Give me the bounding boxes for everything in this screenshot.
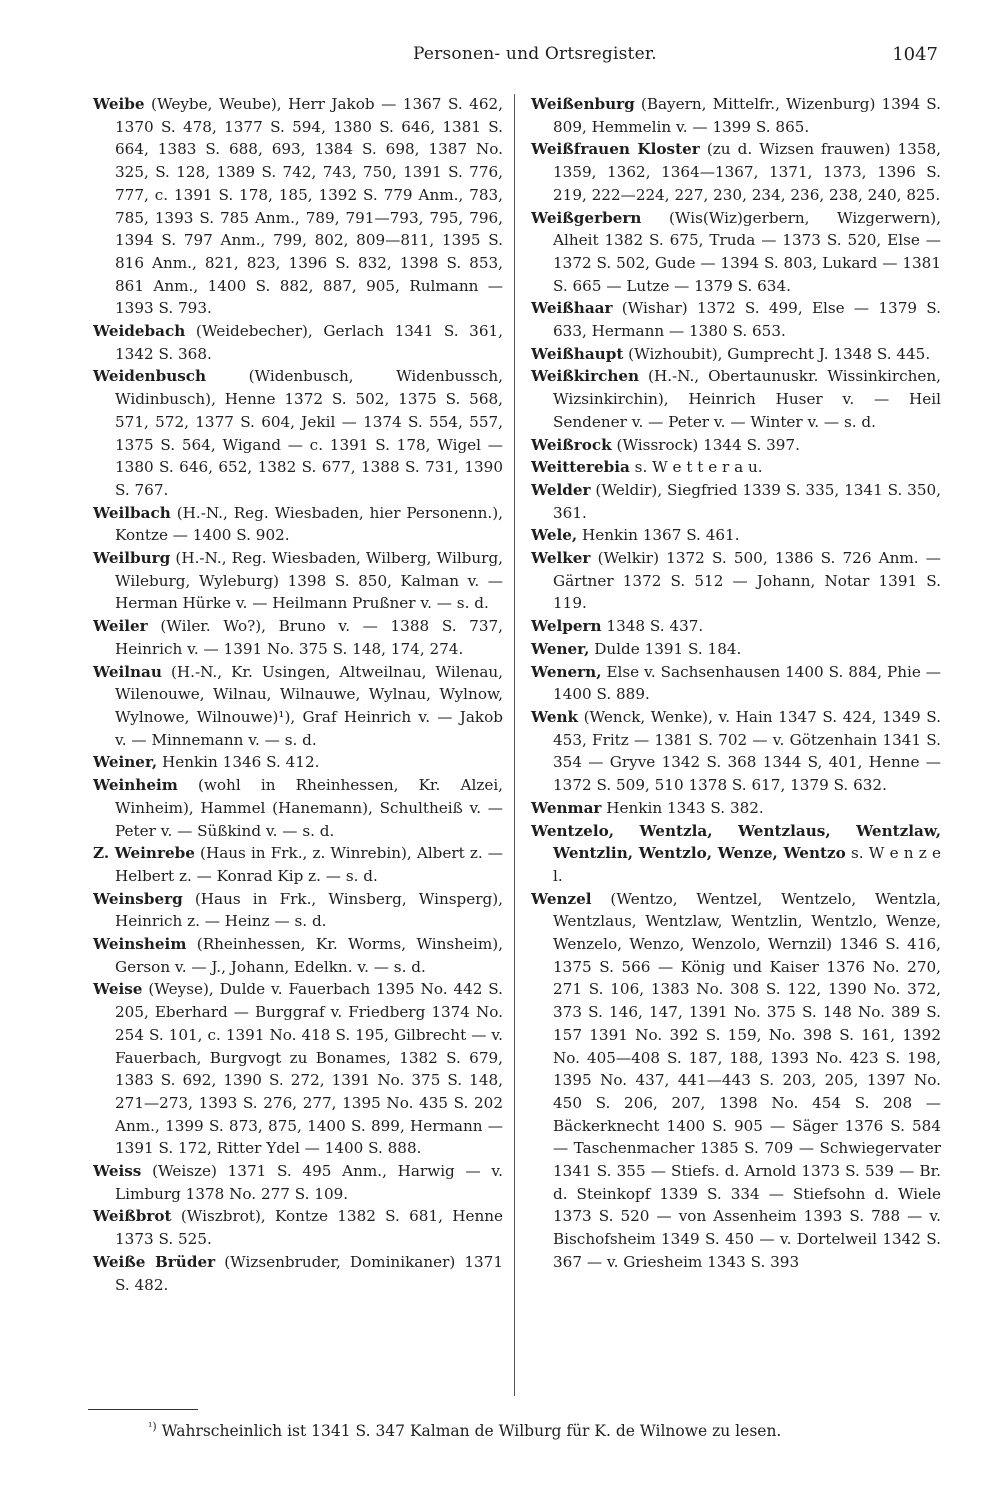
entry-text: (Wis(Wiz)gerbern, Wizgerwern), Alheit 1382 S. 675, Truda — 1373 S. 520, Else — 1372 S. 502, Gude — 1394 S. 803, Lukard — 1381 S. 665 — Lutze — 1379 S. 634. bbox=[553, 208, 941, 295]
index-entry bbox=[531, 93, 941, 138]
index-entry bbox=[93, 842, 503, 887]
index-entry bbox=[531, 547, 941, 615]
entry-text: (H.-N., Reg. Wiesbaden, Wilberg, Wilburg, Wileburg, Wyleburg) 1398 S. 850, Kalman v. — Herman Hürke v. — Heilmann Prußner v. — s. d. bbox=[115, 549, 503, 613]
index-entry bbox=[93, 365, 503, 501]
index-entry bbox=[93, 774, 503, 842]
entry-headword: Z. Weinrebe bbox=[93, 844, 195, 863]
entry-headword: Weißfrauen Kloster bbox=[531, 140, 700, 159]
entry-text: (zu d. Wizsen frauwen) 1358, 1359, 1362, 1364—1367, 1371, 1373, 1396 S. 219, 222—224, 227, 230, 234, 236, 238, 240, 825. bbox=[553, 140, 941, 204]
index-entry bbox=[93, 933, 503, 978]
entry-headword: Weißbrot bbox=[93, 1207, 172, 1226]
entry-headword: Wele, bbox=[531, 526, 578, 545]
index-entry bbox=[531, 638, 941, 661]
entry-headword: Weidenbusch bbox=[93, 367, 207, 386]
entry-headword: Weißgerbern bbox=[531, 208, 642, 227]
entry-text: (Wizsenbruder, Dominikaner) 1371 S. 482. bbox=[115, 1252, 503, 1294]
entry-headword: Welpern bbox=[531, 617, 602, 636]
entry-headword: Weilnau bbox=[93, 662, 162, 681]
entry-text: (Weybe, Weube), Herr Jakob — 1367 S. 462, 1370 S. 478, 1377 S. 594, 1380 S. 646, 1381 S. 664, 1383 S. 688, 693, 1384 S. 698, 1387 No. 325, S. 128, 1389 S. 742, 743, 750, 1391 S. 776, 777, c. 1391 S. 178, 185, 1392 S. 779 Anm., 783, 785, 1393 S. 785 Anm., 789, 791—793, 795, 796, 1394 S. 797 Anm., 799, 802, 809—811, 1395 S. 816 Anm., 821, 823, 1396 S. 832, 1398 S. 853, 861 Anm., 1400 S. 882, 887, 905, Rulmann — 1393 S. 793. bbox=[115, 95, 503, 318]
index-entry bbox=[531, 888, 941, 1274]
index-entry bbox=[531, 297, 941, 342]
footnote-rule bbox=[88, 1409, 198, 1410]
entry-text: (Wentzo, Wentzel, Wentzelo, Wentzla, Wentzlaus, Wentzlaw, Wentzlin, Wentzlo, Wenze, Wenzelo, Wenzo, Wenzolo, Wernzil) 1346 S. 416, 1375 S. 566 — König und Kaiser 1376 No. 270, 271 S. 106, 1383 No. 308 S. 122, 1390 No. 372, 373 S. 146, 147, 1391 No. 375 S. 148 No. 389 S. 157 1391 No. 392 S. 159, No. 398 S. 161, 1392 No. 405—408 S. 187, 188, 1393 No. 423 S. 198, 1395 No. 437, 441—443 S. 203, 205, 1397 No. 450 S. 206, 207, 1398 No. 454 S. 208 — Bäckerknecht 1400 S. 905 — Säger 1376 S. 584 — Taschenmacher 1385 S. 709 — Schwiegervater 1341 S. 355 — Stiefs. d. Arnold 1373 S. 539 — Br. d. Steinkopf 1339 S. 334 — Stiefsohn d. Wiele 1373 S. 520 — von Assenheim 1393 S. 788 — v. Bischofsheim 1349 S. 450 — v. Dortelweil 1342 S. 367 — v. Griesheim 1343 S. 393 bbox=[553, 889, 941, 1271]
entry-text: (H.-N., Reg. Wiesbaden, hier Personenn.), Kontze — 1400 S. 902. bbox=[115, 503, 503, 545]
index-entry bbox=[531, 434, 941, 457]
entry-headword: Weinsheim bbox=[93, 935, 187, 954]
index-entry bbox=[531, 207, 941, 298]
index-entry bbox=[93, 320, 503, 365]
entry-text: (Weldir), Siegfried 1339 S. 335, 1341 S. 350, 361. bbox=[553, 480, 941, 522]
entry-text: (Widenbusch, Widenbussch, Widinbusch), Henne 1372 S. 502, 1375 S. 568, 571, 572, 1377 S. 604, Jekil — 1374 S. 554, 557, 1375 S. 564, Wigand — c. 1391 S. 178, Wigel — 1380 S. 646, 652, 1382 S. 677, 1388 S. 731, 1390 S. 767. bbox=[115, 367, 503, 499]
entry-headword: Wenern, bbox=[531, 662, 602, 681]
entry-text: (H.-N., Obertaunuskr. Wissinkirchen, Wizsinkirchin), Heinrich Huser v. — Heil Sendener v. — Peter v. — Winter v. — s. d. bbox=[553, 367, 941, 431]
index-entry bbox=[531, 706, 941, 797]
entry-headword: Weiße Brüder bbox=[93, 1252, 216, 1271]
index-entry bbox=[531, 479, 941, 524]
entry-headword: Weiner, bbox=[93, 753, 158, 772]
entry-headword: Wenzel bbox=[531, 889, 592, 908]
entry-text: (Weidebecher), Gerlach 1341 S. 361, 1342 S. 368. bbox=[115, 322, 503, 363]
entry-headword: Weiss bbox=[93, 1162, 142, 1181]
index-entry bbox=[93, 502, 503, 547]
column-divider bbox=[514, 94, 515, 1396]
entry-headword: Welker bbox=[531, 549, 591, 568]
entry-headword: Weibe bbox=[93, 95, 145, 113]
entry-text: 1348 S. 437. bbox=[601, 617, 704, 636]
entry-text: (Wishar) 1372 S. 499, Else — 1379 S. 633, Hermann — 1380 S. 653. bbox=[553, 299, 941, 341]
entry-headword: Weißrock bbox=[531, 435, 612, 454]
entry-text: (Weyse), Dulde v. Fauerbach 1395 No. 442 S. 205, Eberhard — Burggraf v. Friedberg 1374 No. 254 S. 101, c. 1391 No. 418 S. 195, Gilbrecht — v. Fauerbach, Burgvogt zu Bonames, 1382 S. 679, 1383 S. 692, 1390 S. 272, 1391 No. 375 S. 148, 271—273, 1393 S. 276, 277, 1395 No. 435 S. 202 Anm., 1399 S. 873, 875, 1400 S. 899, Hermann — 1391 S. 172, Ritter Ydel — 1400 S. 888. bbox=[115, 980, 503, 1158]
entry-headword: Wentzelo, Wentzla, Wentzlaus, Wentzlaw, Wentzlin, Wentzlo, Wenze, Wentzo bbox=[531, 821, 941, 863]
footnote-marker: ¹) bbox=[148, 1420, 157, 1433]
entry-text: (Wizhoubit), Gumprecht J. 1348 S. 445. bbox=[623, 344, 931, 363]
entry-headword: Weinsberg bbox=[93, 889, 183, 908]
entry-text: (Wiler. Wo?), Bruno v. — 1388 S. 737, Heinrich v. — 1391 No. 375 S. 148, 174, 274. bbox=[115, 617, 503, 658]
entry-headword: Welder bbox=[531, 480, 591, 499]
entry-text: (Weisze) 1371 S. 495 Anm., Harwig — v. Limburg 1378 No. 277 S. 109. bbox=[115, 1162, 503, 1203]
entry-text: (Haus in Frk., z. Winrebin), Albert z. — Helbert z. — Konrad Kip z. — s. d. bbox=[115, 844, 503, 885]
entry-text: (H.-N., Kr. Usingen, Altweilnau, Wilenau, Wilenouwe, Wilnau, Wilnauwe, Wylnau, Wylnow, Wylnowe, Wilnouwe)¹), Graf Heinrich v. — Jakob v. — Minnemann v. — s. d. bbox=[115, 662, 503, 749]
entry-headword: Wener, bbox=[531, 639, 590, 658]
index-entry bbox=[93, 1160, 503, 1205]
entry-text: (Wiszbrot), Kontze 1382 S. 681, Henne 1373 S. 525. bbox=[115, 1207, 503, 1249]
entry-headword: Weidebach bbox=[93, 322, 186, 341]
index-entry bbox=[93, 888, 503, 933]
entry-text: Dulde 1391 S. 184. bbox=[589, 639, 742, 658]
entry-headword: Weilburg bbox=[93, 549, 171, 568]
entry-headword: Weißhaar bbox=[531, 299, 613, 318]
entry-text: s. W e n z e l. bbox=[553, 844, 941, 885]
index-entry bbox=[531, 524, 941, 547]
entry-headword: Weilbach bbox=[93, 503, 171, 522]
index-entry bbox=[93, 1205, 503, 1250]
entry-headword: Weiler bbox=[93, 617, 148, 636]
entry-text: (Welkir) 1372 S. 500, 1386 S. 726 Anm. — Gärtner 1372 S. 512 — Johann, Notar 1391 S. 119. bbox=[553, 549, 941, 613]
entry-text: Else v. Sachsenhausen 1400 S. 884, Phie — 1400 S. 889. bbox=[553, 662, 941, 704]
entry-text: s. W e t t e r a u. bbox=[629, 458, 763, 477]
entry-headword: Weißhaupt bbox=[531, 344, 624, 363]
entry-text: (Rheinhessen, Kr. Worms, Winsheim), Gerson v. — J., Johann, Edelkn. v. — s. d. bbox=[115, 935, 503, 976]
index-entry bbox=[531, 797, 941, 820]
page-header-title: Personen- und Ortsregister. bbox=[413, 44, 657, 64]
index-entry bbox=[93, 615, 503, 660]
entry-headword: Weinheim bbox=[93, 776, 178, 795]
index-entry bbox=[531, 343, 941, 366]
entry-text: Henkin 1343 S. 382. bbox=[601, 798, 764, 817]
index-entry bbox=[93, 93, 503, 320]
entry-text: Henkin 1346 S. 412. bbox=[157, 753, 320, 772]
entry-text: (wohl in Rheinhessen, Kr. Alzei, Winheim), Hammel (Hanemann), Schultheiß v. — Peter v. — Süßkind v. — s. d. bbox=[115, 776, 503, 840]
entry-text: (Bayern, Mittelfr., Wizenburg) 1394 S. 809, Hemmelin v. — 1399 S. 865. bbox=[553, 95, 941, 136]
entry-text: (Wenck, Wenke), v. Hain 1347 S. 424, 1349 S. 453, Fritz — 1381 S. 702 — v. Götzenhain 1341 S. 354 — Gryve 1342 S. 368 1344 S, 401, Henne — 1372 S. 509, 510 1378 S. 617, 1379 S. 632. bbox=[553, 707, 941, 795]
entry-headword: Weise bbox=[93, 980, 143, 999]
index-entry bbox=[531, 138, 941, 206]
entry-headword: Weißkirchen bbox=[531, 367, 640, 386]
index-entry bbox=[93, 1251, 503, 1296]
entry-text: (Haus in Frk., Winsberg, Winsperg), Heinrich z. — Heinz — s. d. bbox=[115, 889, 503, 931]
index-entry bbox=[93, 751, 503, 774]
index-entry bbox=[531, 456, 941, 479]
right-column bbox=[531, 93, 941, 1274]
index-entry bbox=[531, 661, 941, 706]
index-entry bbox=[531, 615, 941, 638]
index-entry bbox=[93, 547, 503, 615]
left-column bbox=[93, 93, 503, 1296]
footnote bbox=[148, 1420, 938, 1440]
index-entry bbox=[93, 978, 503, 1160]
footnote-text: Wahrscheinlich ist 1341 S. 347 Kalman de Wilburg für K. de Wilnowe zu lesen. bbox=[156, 1422, 782, 1441]
index-entry bbox=[93, 661, 503, 752]
entry-headword: Wenmar bbox=[531, 798, 602, 817]
entry-headword: Weitterebia bbox=[531, 458, 630, 477]
running-header bbox=[0, 44, 1000, 74]
entry-text: (Wissrock) 1344 S. 397. bbox=[611, 435, 800, 454]
page-number: 1047 bbox=[892, 44, 938, 65]
entry-text: Henkin 1367 S. 461. bbox=[577, 526, 740, 545]
entry-headword: Weißenburg bbox=[531, 95, 635, 113]
index-entry bbox=[531, 820, 941, 888]
index-entry bbox=[531, 365, 941, 433]
entry-headword: Wenk bbox=[531, 707, 579, 726]
